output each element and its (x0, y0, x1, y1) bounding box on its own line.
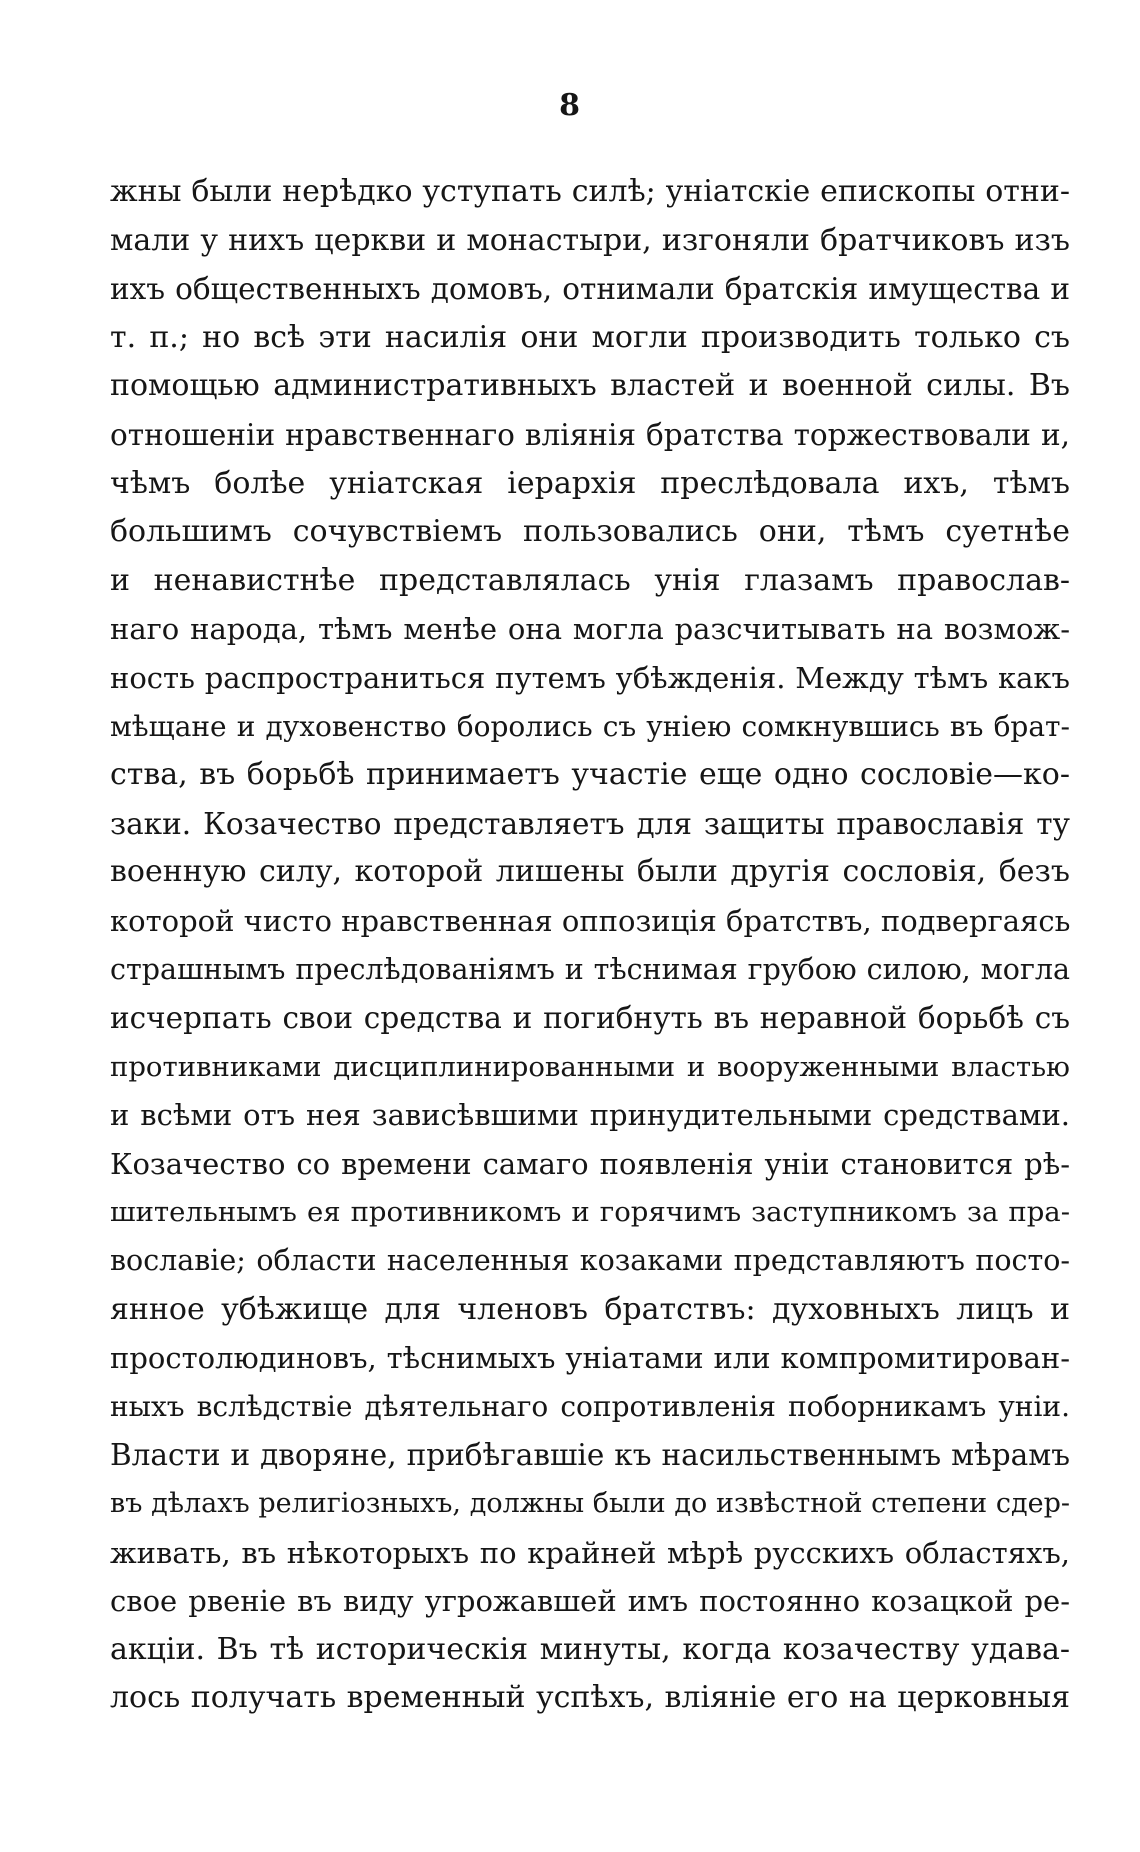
text-line: т. п.; но всѣ эти насилія они могли производить только съ (110, 319, 1070, 355)
text-line: противниками дисциплинированными и вооруженными властью (110, 1050, 1070, 1083)
text-line: и ненавистнѣе представлялась унія глазамъ православ- (110, 562, 1070, 598)
text-line: помощью административныхъ властей и военной силы. Въ (110, 368, 1070, 404)
text-line: ства, въ борьбѣ принимаетъ участіе еще одно сословіе—ко- (110, 757, 1070, 793)
text-line: шительнымъ ея противникомъ и горячимъ заступникомъ за пра- (110, 1196, 1070, 1229)
text-line: которой чисто нравственная оппозиція братствъ, подвергаясь (110, 903, 1070, 938)
text-line: въ дѣлахъ религіозныхъ, должны были до извѣстной степени сдер- (110, 1488, 1070, 1520)
text-line: вославіе; области населенныя козаками представляютъ посто- (110, 1244, 1070, 1278)
text-line: мѣщане и духовенство боролись съ уніею сомкнувшись въ брат- (110, 709, 1070, 743)
text-line: и всѣми отъ нея зависѣвшими принудительными средствами. (110, 1098, 1070, 1133)
text-line: ныхъ вслѣдствіе дѣятельнаго сопротивленія поборникамъ уніи. (110, 1389, 1070, 1423)
text-line: свое рвеніе въ виду угрожавшей имъ постоянно козацкой ре- (110, 1584, 1070, 1619)
text-line: простолюдиновъ, тѣснимыхъ уніатами или компромитирован- (110, 1341, 1070, 1376)
text-line: Козачество со времени самаго появленія уніи становится рѣ- (110, 1146, 1070, 1181)
page-number: 8 (559, 88, 581, 123)
text-line: ность распространиться путемъ убѣжденія. Между тѣмъ какъ (110, 660, 1070, 695)
text-line: военную силу, которой лишены были другія сословія, безъ (110, 854, 1070, 890)
text-line: чѣмъ болѣе уніатская іерархія преслѣдовала ихъ, тѣмъ (110, 465, 1070, 501)
text-line: ихъ общественныхъ домовъ, отнимали братскія имущества и (110, 272, 1070, 307)
text-line: исчерпать свои средства и погибнуть въ неравной борьбѣ съ (110, 1001, 1070, 1036)
text-line: янное убѣжище для членовъ братствъ: духовныхъ лицъ и (110, 1291, 1070, 1327)
text-line: жны были нерѣдко уступать силѣ; уніатскіе епископы отни- (110, 174, 1070, 209)
text-line: живать, въ нѣкоторыхъ по крайней мѣрѣ русскихъ областяхъ, (110, 1535, 1070, 1570)
text-line: лось получать временный успѣхъ, вліяніе его на церковныя (110, 1680, 1070, 1716)
text-line: заки. Козачество представляетъ для защиты православія ту (110, 806, 1070, 841)
text-line: акціи. Въ тѣ историческія минуты, когда козачеству удава- (110, 1631, 1070, 1667)
text-line: большимъ сочувствіемъ пользовались они, тѣмъ суетнѣе (110, 514, 1070, 550)
text-line: отношеніи нравственнаго вліянія братства торжествовали и, (110, 417, 1070, 452)
text-line: страшнымъ преслѣдованіямъ и тѣснимая грубою силою, могла (110, 952, 1070, 986)
text-line: мали у нихъ церкви и монастыри, изгоняли братчиковъ изъ (110, 222, 1070, 258)
text-line: наго народа, тѣмъ менѣе она могла разсчитывать на возмож- (110, 612, 1070, 647)
text-line: Власти и дворяне, прибѣгавшіе къ насильственнымъ мѣрамъ (110, 1438, 1070, 1473)
body-text (110, 168, 1070, 1723)
